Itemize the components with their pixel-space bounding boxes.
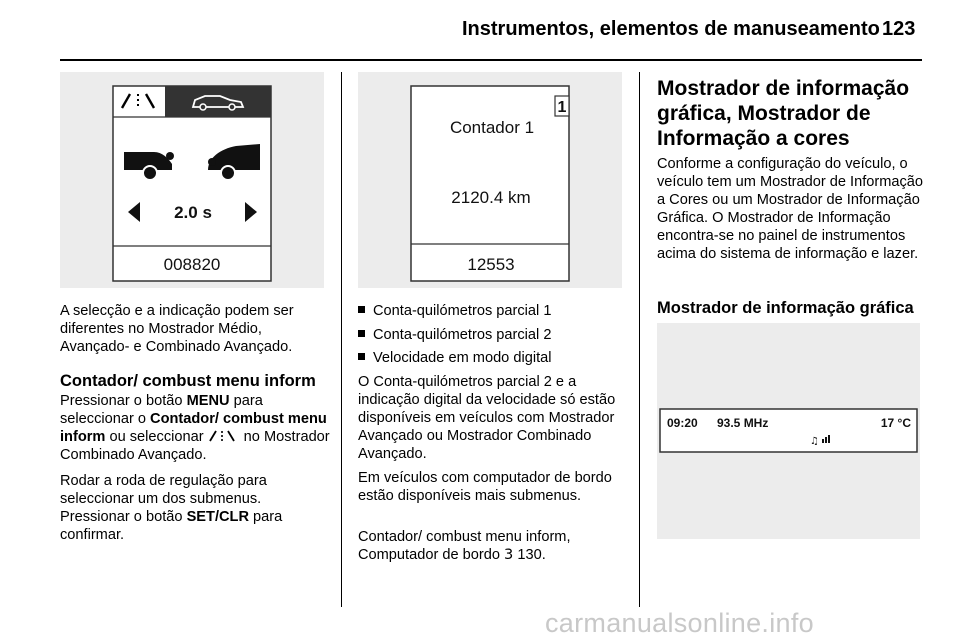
- trip-number: 1: [557, 99, 567, 116]
- trip-icon: [208, 430, 240, 442]
- svg-text:♫: ♫: [810, 436, 819, 447]
- col1-paragraph-1: A selecção e a indicação podem ser diferentes no Mostrador Médio, Avançado- e Combinado Avançado.: [60, 303, 294, 355]
- graphic-info-display-illustration: [657, 323, 920, 539]
- col3-paragraph-1: Conforme a configuração do veículo, o veículo tem um Mostrador de Informação a Cores ou um Mostrador de Informação Gráfica. O Mostrador de Informação encontra-se no painel de instrumentos acima do sistema de informação e lazer.: [657, 156, 924, 262]
- trip-distance: 2120.4 km: [451, 188, 531, 207]
- odometer-value: 12553: [467, 255, 515, 274]
- header-rule: [60, 59, 922, 61]
- running-header-title: Instrumentos, elementos de manuseamento: [462, 18, 880, 40]
- odometer-value: 008820: [163, 255, 221, 274]
- col3-subheading: Mostrador de informação gráfica: [657, 299, 914, 317]
- trip-counter-illustration: [358, 72, 622, 288]
- display-time: 09:20: [667, 416, 698, 430]
- bullet-item: Velocidade em modo digital: [358, 349, 551, 367]
- column-divider-2: [639, 72, 640, 607]
- col2-paragraph-2: Em veículos com computador de bordo estão disponíveis mais submenus.: [358, 470, 612, 504]
- column-divider-1: [341, 72, 342, 607]
- col2-paragraph-3: Contador/ combust menu inform, Computador de bordo 3 130.: [358, 529, 571, 563]
- col1-paragraph-2: Pressionar o botão MENU para seleccionar o Contador/ combust menu inform ou seleccionar no Mostrador Combinado Avançado.: [60, 393, 330, 463]
- col1-heading: Contador/ combust menu inform: [60, 372, 316, 390]
- col3-heading: Mostrador de informação gráfica, Mostrador de Informação a cores: [657, 77, 910, 150]
- gap-value: 2.0 s: [174, 203, 212, 222]
- figure-trip-display: [60, 72, 324, 288]
- trip-display-illustration: [60, 72, 324, 288]
- bullet-item: Conta-quilómetros parcial 1: [358, 302, 551, 320]
- bullet-item: Conta-quilómetros parcial 2: [358, 326, 551, 344]
- col2-paragraph-1: O Conta-quilómetros parcial 2 e a indicação digital da velocidade só estão disponíveis em veículos com Mostrador Avançado ou Mostrador Combinado Avançado.: [358, 374, 616, 462]
- figure-trip-counter: [358, 72, 622, 288]
- page-number: 123: [882, 18, 916, 40]
- watermark: carmanualsonline.info: [545, 608, 814, 638]
- col1-paragraph-3: Rodar a roda de regulação para seleccionar um dos submenus. Pressionar o botão SET/CLR para confirmar.: [60, 473, 283, 543]
- figure-graphic-info-display: [657, 323, 920, 539]
- trip-title: Contador 1: [449, 118, 535, 137]
- display-temperature: 17 °C: [880, 416, 911, 430]
- display-frequency: 93.5 MHz: [717, 416, 769, 430]
- page-reference-arrow: 3: [504, 546, 514, 563]
